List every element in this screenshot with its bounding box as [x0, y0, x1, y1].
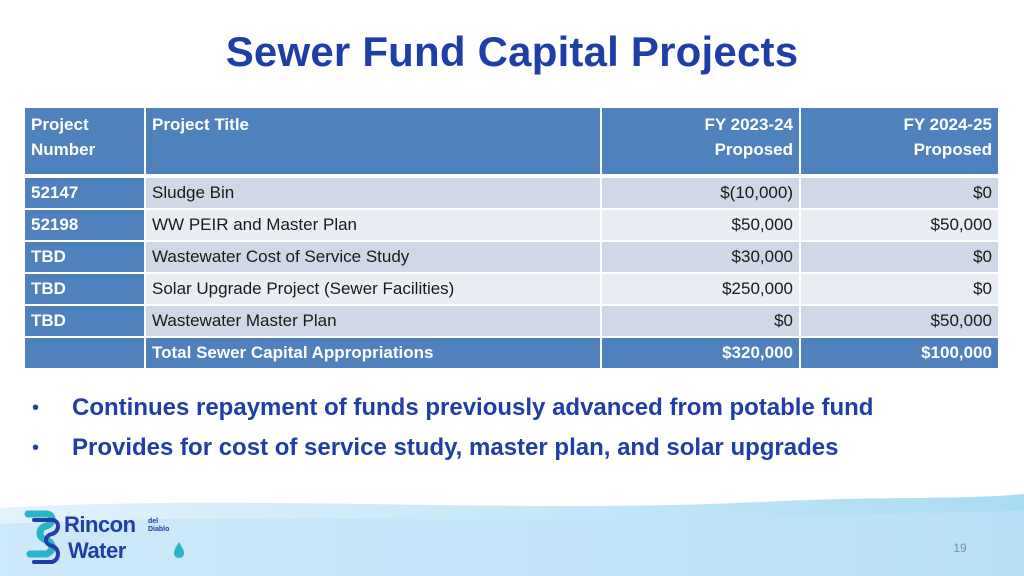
total-row [25, 337, 999, 369]
project-number-cell: TBD [25, 241, 145, 273]
bullet-text: Provides for cost of service study, master plan, and solar upgrades [72, 434, 839, 461]
table-row [25, 273, 999, 305]
project-number-cell: TBD [25, 305, 145, 337]
total-title-cell: Total Sewer Capital Appropriations [145, 337, 601, 369]
fy2-value-cell: $0 [800, 176, 999, 209]
header-project-number-line1: Project [31, 115, 89, 134]
header-project-title [145, 108, 601, 176]
fy2-value-cell: $0 [800, 241, 999, 273]
header-project-number [25, 108, 145, 176]
fy2-value-cell: $50,000 [800, 209, 999, 241]
header-fy2-line1: FY 2024-25 [903, 115, 992, 134]
header-fy1-line2: Proposed [714, 140, 793, 159]
header-fy-2023-24 [601, 108, 800, 176]
bullet-item [26, 428, 1006, 468]
fy2-value-cell: $50,000 [800, 305, 999, 337]
bullet-dot-icon: • [32, 396, 40, 419]
bullet-list [26, 388, 1006, 468]
fy1-value-cell: $30,000 [601, 241, 800, 273]
project-number-cell: 52198 [25, 209, 145, 241]
logo-small-line1: del [148, 518, 159, 525]
header-project-number-line2: Number [31, 140, 96, 159]
bullet-dot-icon: • [32, 436, 40, 459]
logo-small-line2: Diablo [148, 526, 170, 533]
fy1-value-cell: $250,000 [601, 273, 800, 305]
header-fy2-line2: Proposed [913, 140, 992, 159]
project-title-cell: Solar Upgrade Project (Sewer Facilities) [145, 273, 601, 305]
fy2-value-cell: $0 [800, 273, 999, 305]
total-fy1-cell: $320,000 [601, 337, 800, 369]
table-header-row [25, 108, 999, 176]
logo-word-rincon: Rincon [64, 512, 136, 537]
project-title-cell: Sludge Bin [145, 176, 601, 209]
table-row [25, 241, 999, 273]
fy1-value-cell: $50,000 [601, 209, 800, 241]
table-row [25, 209, 999, 241]
project-number-cell: 52147 [25, 176, 145, 209]
capital-projects-table [25, 108, 1000, 370]
logo-wave-icon [24, 510, 64, 568]
table-row [25, 305, 999, 337]
fy1-value-cell: $0 [601, 305, 800, 337]
bullet-item [26, 388, 1006, 428]
bullet-text: Continues repayment of funds previously advanced from potable fund [72, 394, 874, 421]
header-fy1-line1: FY 2023-24 [704, 115, 793, 134]
header-fy-2024-25 [800, 108, 999, 176]
total-fy2-cell: $100,000 [800, 337, 999, 369]
project-title-cell: WW PEIR and Master Plan [145, 209, 601, 241]
project-title-cell: Wastewater Cost of Service Study [145, 241, 601, 273]
table-row [25, 176, 999, 209]
logo-word-water: Water [68, 538, 126, 563]
logo-droplets-icon [172, 540, 186, 562]
slide-title: Sewer Fund Capital Projects [225, 28, 799, 75]
header-project-title-text: Project Title [152, 115, 249, 134]
logo-del-diablo [148, 518, 169, 534]
total-number-cell [25, 337, 145, 369]
fy1-value-cell: $(10,000) [601, 176, 800, 209]
page-number: 19 [953, 541, 967, 555]
project-number-cell: TBD [25, 273, 145, 305]
rincon-water-logo [24, 510, 204, 570]
project-title-cell: Wastewater Master Plan [145, 305, 601, 337]
